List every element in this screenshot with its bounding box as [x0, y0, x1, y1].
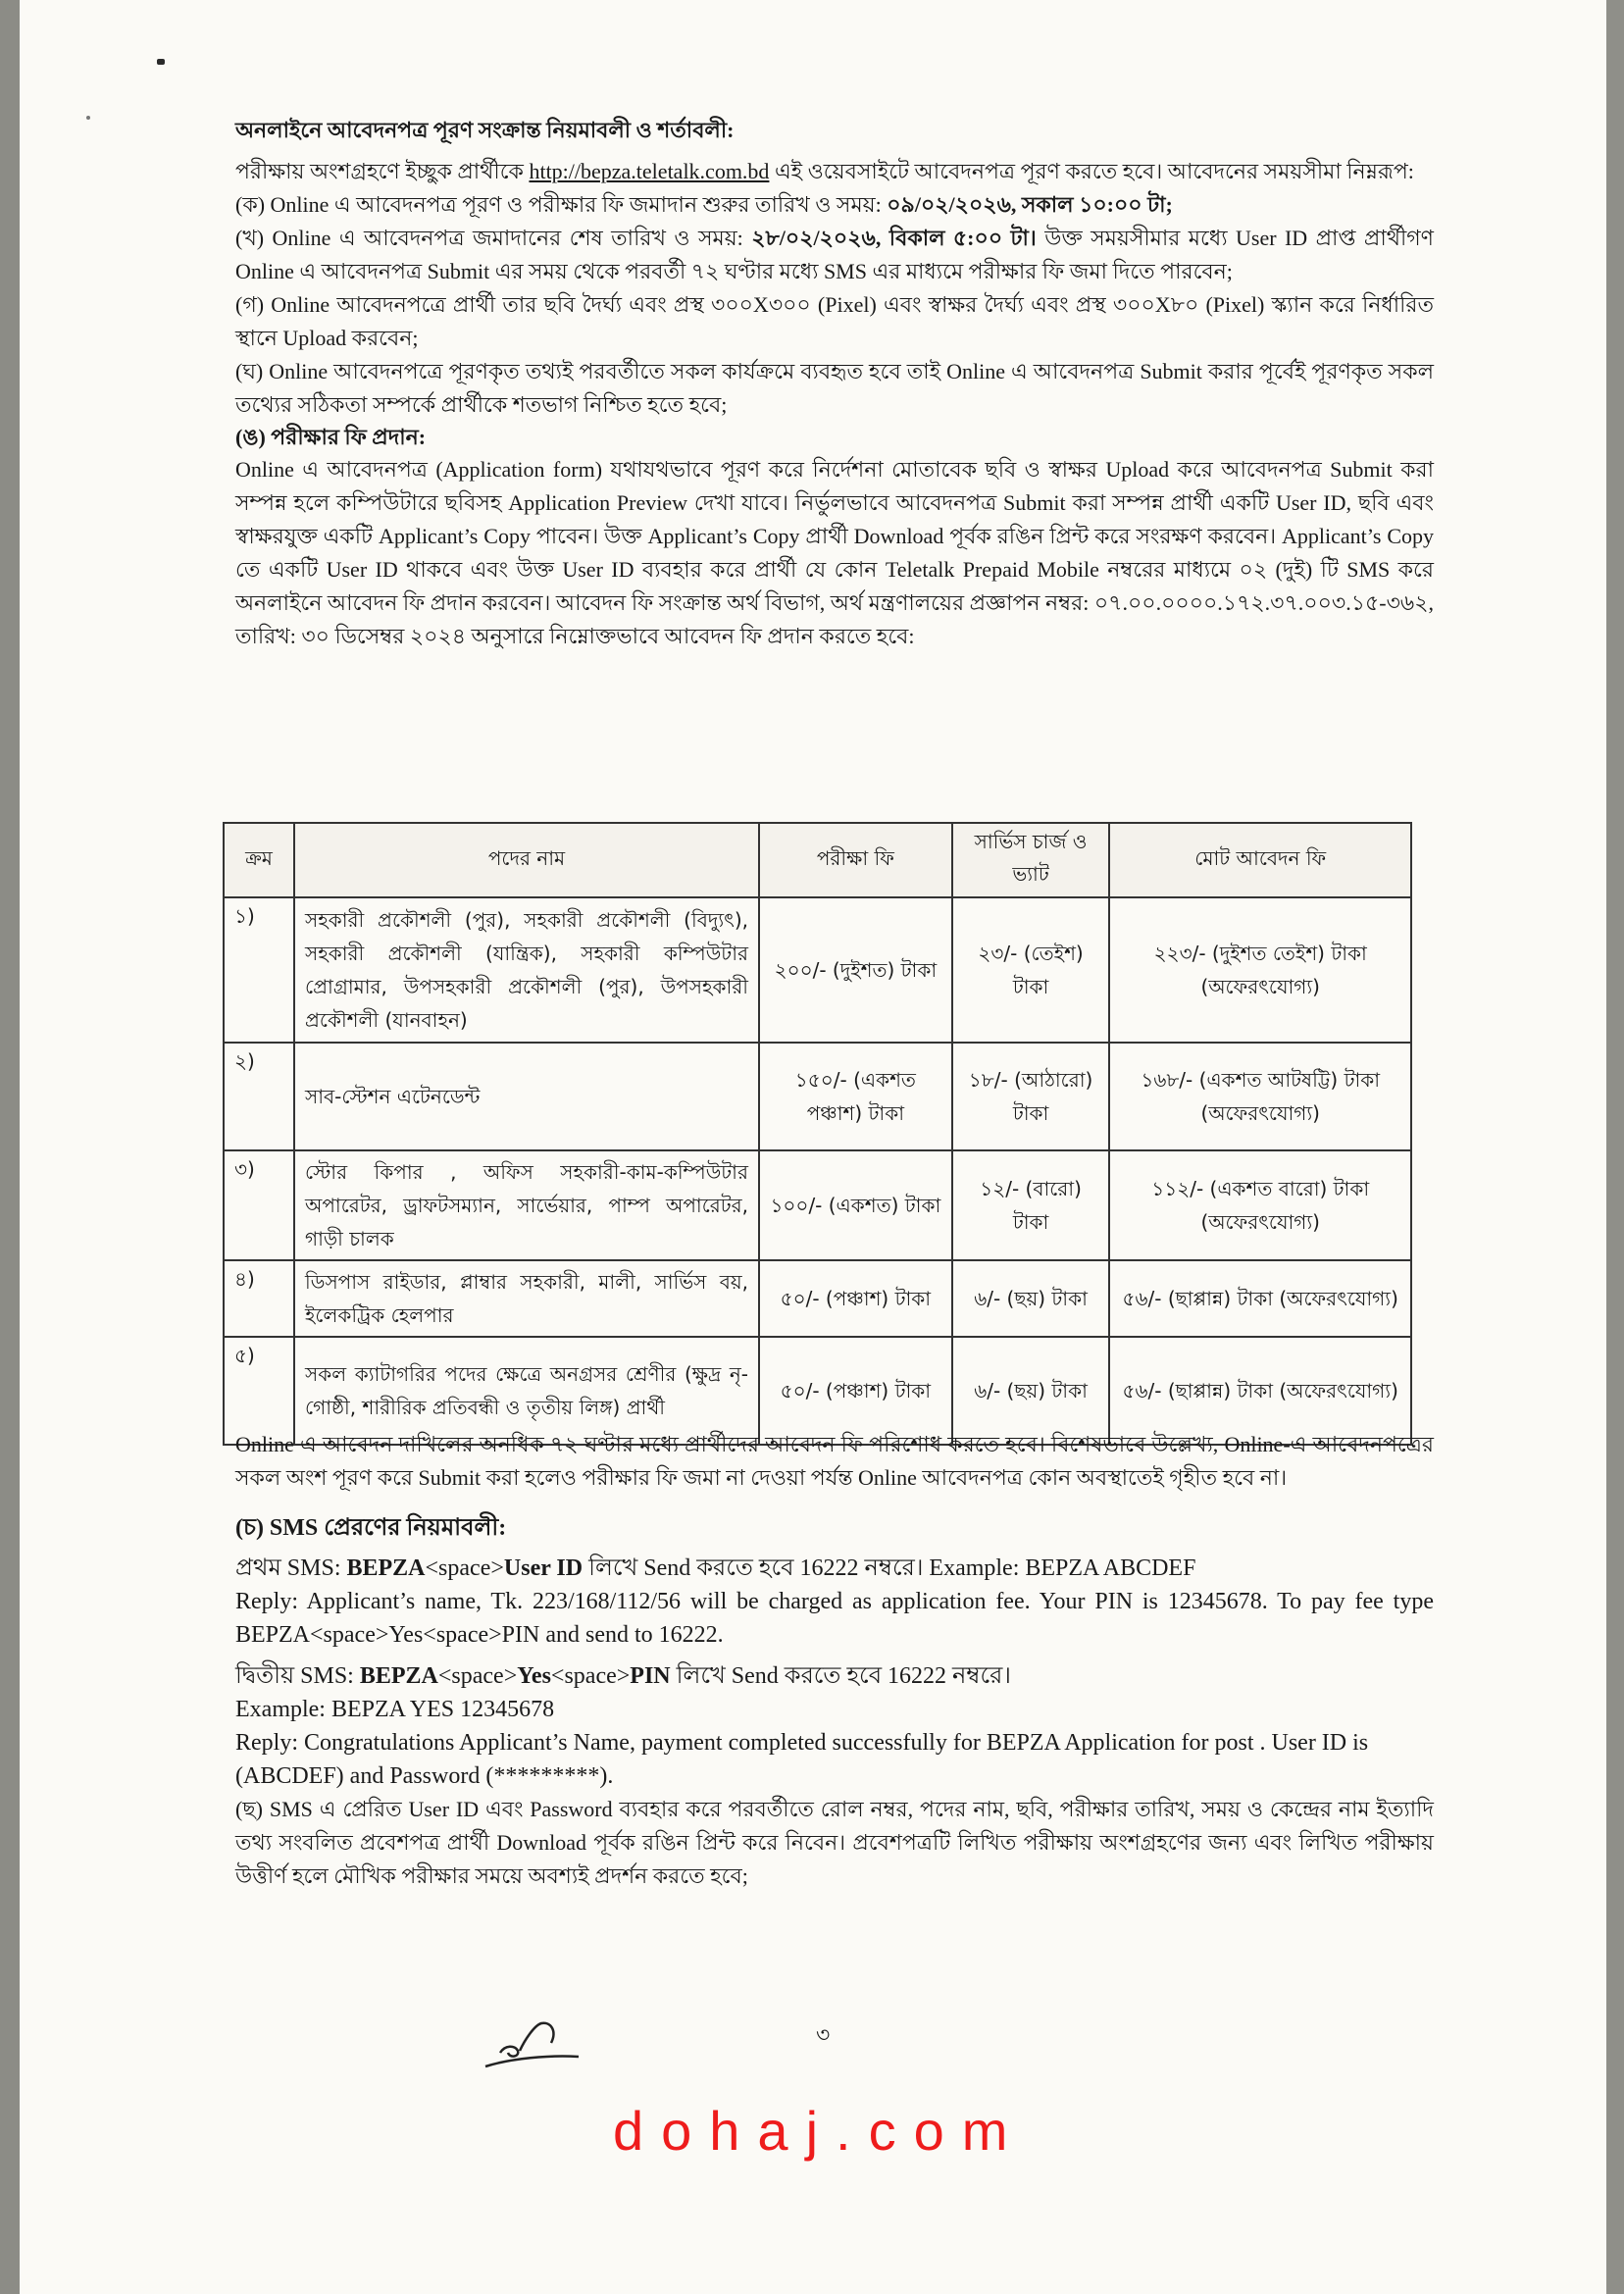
- service-charge-cell: ২৩/- (তেইশ) টাকা: [952, 897, 1110, 1043]
- exam-fee-cell: ১৫০/- (একশত পঞ্চাশ) টাকা: [759, 1043, 952, 1150]
- exam-fee-cell: ৫০/- (পঞ্চাশ) টাকা: [759, 1337, 952, 1445]
- item-ga: (গ) Online আবেদনপত্রে প্রার্থী তার ছবি দৈর্ঘ্য এবং প্রস্থ ৩০০X৩০০ (Pixel) এবং স্বাক্ষর দৈর্ঘ্য এবং প্রস্থ ৩০০X৮০ (Pixel) স্ক্যান করে নির্ধারিত স্থানে Upload করবেন;: [235, 292, 1434, 350]
- second-sms-label: দ্বিতীয় SMS:: [235, 1663, 360, 1689]
- posts-cell: সহকারী প্রকৌশলী (পুর), সহকারী প্রকৌশলী (বিদ্যুৎ), সহকারী প্রকৌশলী (যান্ত্রিক), সহকারী কম্পিউটার প্রোগ্রামার, উপসহকারী প্রকৌশলী (পুর), উপসহকারী প্রকৌশলী (যানবাহন): [294, 897, 759, 1043]
- exam-fee-cell: ২০০/- (দুইশত) টাকা: [759, 897, 952, 1043]
- item-ka-text: (ক) Online এ আবেদনপত্র পূরণ ও পরীক্ষার ফি জমাদান শুরুর তারিখ ও সময়:: [235, 192, 888, 217]
- table-row: [224, 1150, 1411, 1260]
- service-charge-cell: ৬/- (ছয়) টাকা: [952, 1260, 1110, 1337]
- first-sms-instruction: [235, 1552, 1434, 1585]
- end-datetime: ২৮/০২/২০২৬, বিকাল ৫:০০ টা।: [751, 226, 1037, 250]
- item-cha: (ছ) SMS এ প্রেরিত User ID এবং Password ব্যবহার করে পরবর্তীতে রোল নম্বর, পদের নাম, ছবি, পরীক্ষার তারিখ, সময় ও কেন্দ্রের নাম ইত্যাদি তথ্য সংবলিত প্রবেশপত্র প্রার্থী Download পূর্বক রঙিন প্রিন্ট করে নিবেন। প্রবেশপত্রটি লিখিত পরীক্ষায় অংশগ্রহণের জন্য এবং লিখিত পরীক্ষায় উত্তীর্ণ হলে মৌখিক পরীক্ষার সময়ে অবশ্যই প্রদর্শন করতে হবে;: [235, 1797, 1434, 1888]
- sms-rules-heading: (চ) SMS প্রেরণের নিয়মাবলী:: [235, 1515, 507, 1541]
- payment-deadline-note: Online এ আবেদন দাখিলের অনধিক ৭২ ঘণ্টার মধ্যে প্রার্থীদের আবেদন ফি পরিশোধ করতে হবে। বিশেষভাবে উল্লেখ্য, Online-এ আবেদনপত্রের সকল অংশ পূরণ করে Submit করা হলেও পরীক্ষার ফি জমা না দেওয়া পর্যন্ত Online আবেদনপত্র কোন অবস্থাতেই গৃহীত হবে না।: [235, 1432, 1434, 1490]
- service-charge-cell: ৬/- (ছয়) টাকা: [952, 1337, 1110, 1445]
- scan-edge-right: [1606, 0, 1624, 2294]
- total-fee-cell: ৫৬/- (ছাপ্পান্ন) টাকা (অফেরৎযোগ্য): [1109, 1260, 1411, 1337]
- fee-table: [223, 822, 1412, 1446]
- exam-fee-cell: ৫০/- (পঞ্চাশ) টাকা: [759, 1260, 952, 1337]
- posts-cell: ডিসপাস রাইডার, প্লাম্বার সহকারী, মালী, সার্ভিস বয়, ইলেকট্রিক হেলপার: [294, 1260, 759, 1337]
- item-kha: [235, 222, 1434, 288]
- total-fee-cell: ১৬৮/- (একশত আটষট্টি) টাকা (অফেরৎযোগ্য): [1109, 1043, 1411, 1150]
- scan-edge-left: [0, 0, 20, 2294]
- header-serial: ক্রম: [224, 823, 294, 897]
- posts-cell: স্টোর কিপার , অফিস সহকারী-কাম-কম্পিউটার অপারেটর, ড্রাফটসম্যান, সার্ভেয়ার, পাম্প অপারেটর, গাড়ী চালক: [294, 1150, 759, 1260]
- second-sms-example: Example: BEPZA YES 12345678: [235, 1697, 555, 1722]
- serial-cell: ৫): [224, 1337, 294, 1445]
- page-number: ৩: [816, 2023, 831, 2048]
- total-fee-cell: ৫৬/- (ছাপ্পান্ন) টাকা (অফেরৎযোগ্য): [1109, 1337, 1411, 1445]
- space-token: <space>: [425, 1555, 504, 1581]
- document-heading: অনলাইনে আবেদনপত্র পূরণ সংক্রান্ত নিয়মাবলী ও শর্তাবলী:: [235, 118, 735, 142]
- table-row: [224, 897, 1411, 1043]
- serial-cell: ২): [224, 1043, 294, 1150]
- item-uma-body: Online এ আবেদনপত্র (Application form) যথাযথভাবে পূরণ করে নির্দেশনা মোতাবেক ছবি ও স্বাক্ষর Upload করে আবেদনপত্র Submit করা সম্পন্ন হলে কম্পিউটারে ছবিসহ Application Preview দেখা যাবে। নির্ভুলভাবে আবেদনপত্র Submit করা সম্পন্ন প্রার্থী একটি User ID, ছবি এবং স্বাক্ষরযুক্ত একটি Applicant’s Copy পাবেন। উক্ত Applicant’s Copy প্রার্থী Download পূর্বক রঙিন প্রিন্ট করে সংরক্ষণ করবেন। Applicant’s Copy তে একটি User ID থাকবে এবং উক্ত User ID ব্যবহার করে প্রার্থী যে কোন Teletalk Prepaid Mobile নম্বরের মাধ্যমে ০২ (দুই) টি SMS করে অনলাইনে আবেদন ফি প্রদান করবেন। আবেদন ফি সংক্রান্ত অর্থ বিভাগ, অর্থ মন্ত্রণালয়ের প্রজ্ঞাপন নম্বর: ০৭.০০.০০০০.১৭২.৩৭.০০৩.১৫-৩৬২, তারিখ: ৩০ ডিসেম্বর ২০২৪ অনুসারে নিম্নোক্তভাবে আবেদন ফি প্রদান করতে হবে:: [235, 457, 1434, 648]
- total-fee-cell: ১১২/- (একশত বারো) টাকা (অফেরৎযোগ্য): [1109, 1150, 1411, 1260]
- application-website-link[interactable]: http://bepza.teletalk.com.bd: [529, 159, 770, 183]
- sms-keyword: BEPZA: [346, 1555, 426, 1581]
- header-total-fee: মোট আবেদন ফি: [1109, 823, 1411, 897]
- second-sms-suffix: লিখে Send করতে হবে 16222 নম্বরে।: [670, 1663, 1011, 1689]
- header-exam-fee: পরীক্ষা ফি: [759, 823, 952, 897]
- posts-cell: সকল ক্যাটাগরির পদের ক্ষেত্রে অনগ্রসর শ্রেণীর (ক্ষুদ্র নৃ-গোষ্ঠী, শারীরিক প্রতিবন্ধী ও তৃতীয় লিঙ্গ) প্রার্থী: [294, 1337, 759, 1445]
- start-datetime: ০৯/০২/২০২৬, সকাল ১০:০০ টা;: [887, 192, 1173, 217]
- serial-cell: ৩): [224, 1150, 294, 1260]
- table-row: [224, 1043, 1411, 1150]
- scan-speck: [86, 116, 90, 120]
- document-body: [235, 116, 1434, 653]
- space-token: <space>: [437, 1663, 518, 1689]
- sms-keyword: Yes: [517, 1663, 551, 1689]
- first-sms-suffix: লিখে Send করতে হবে 16222 নম্বরে। Example: BEPZA ABCDEF: [583, 1555, 1196, 1581]
- first-sms-reply: Reply: Applicant’s name, Tk. 223/168/112/56 will be charged as application fee. Your PIN is 12345678. To pay fee type BEPZA<space>Yes<space>PIN and send to 16222.: [235, 1589, 1434, 1648]
- post-table-section: [235, 1428, 1434, 1893]
- signature: [481, 2015, 588, 2074]
- service-charge-cell: ১৮/- (আঠারো) টাকা: [952, 1043, 1110, 1150]
- fee-table-header: [224, 823, 1411, 897]
- posts-cell: সাব-স্টেশন এটেনডেন্ট: [294, 1043, 759, 1150]
- total-fee-cell: ২২৩/- (দুইশত তেইশ) টাকা (অফেরৎযোগ্য): [1109, 897, 1411, 1043]
- intro-text-end: এই ওয়েবসাইটে আবেদনপত্র পূরণ করতে হবে। আবেদনের সময়সীমা নিম্নরূপ:: [769, 159, 1414, 183]
- serial-cell: ১): [224, 897, 294, 1043]
- exam-fee-cell: ১০০/- (একশত) টাকা: [759, 1150, 952, 1260]
- header-post-name: পদের নাম: [294, 823, 759, 897]
- space-token: <space>: [550, 1663, 631, 1689]
- sms-keyword: PIN: [630, 1663, 671, 1689]
- item-gha: (ঘ) Online আবেদনপত্রে পূরণকৃত তথ্যই পরবর্তীতে সকল কার্যক্রমে ব্যবহৃত হবে তাই Online এ আবেদনপত্র Submit করার পূর্বেই পূরণকৃত সকল তথ্যের সঠিকতা সম্পর্কে প্রার্থীকে শতভাগ নিশ্চিত হতে হবে;: [235, 359, 1434, 417]
- scan-speck: [157, 59, 165, 65]
- item-kha-rest: উক্ত সময়সীমার মধ্যে User ID প্রাপ্ত প্রার্থীগণ Online এ আবেদনপত্র Submit এর সময় থেকে পরবর্তী ৭২ ঘণ্টার মধ্যে SMS এর মাধ্যমে পরীক্ষার ফি জমা দিতে পারবেন;: [235, 226, 1434, 283]
- intro-text: পরীক্ষায় অংশগ্রহণে ইচ্ছুক প্রার্থীকে: [235, 159, 530, 183]
- sms-keyword: BEPZA: [359, 1663, 438, 1689]
- header-service-charge: সার্ভিস চার্জ ও ভ্যাট: [952, 823, 1110, 897]
- first-sms-label: প্রথম SMS:: [235, 1555, 347, 1581]
- table-row: [224, 1260, 1411, 1337]
- item-ka: [235, 188, 1434, 222]
- intro-paragraph: [235, 155, 1434, 188]
- second-sms-instruction: [235, 1659, 1434, 1693]
- item-kha-text: (খ) Online এ আবেদনপত্র জমাদানের শেষ তারিখ ও সময়:: [235, 226, 752, 250]
- sms-keyword: User ID: [503, 1555, 584, 1581]
- second-sms-reply: Reply: Congratulations Applicant’s Name, payment completed successfully for BEPZA Application for post . User ID is (ABCDEF) and Password (*********).: [235, 1730, 1369, 1789]
- service-charge-cell: ১২/- (বারো) টাকা: [952, 1150, 1110, 1260]
- serial-cell: ৪): [224, 1260, 294, 1337]
- item-uma-heading: (ঙ) পরীক্ষার ফি প্রদান:: [235, 425, 427, 449]
- watermark: dohaj.com: [613, 2100, 1026, 2162]
